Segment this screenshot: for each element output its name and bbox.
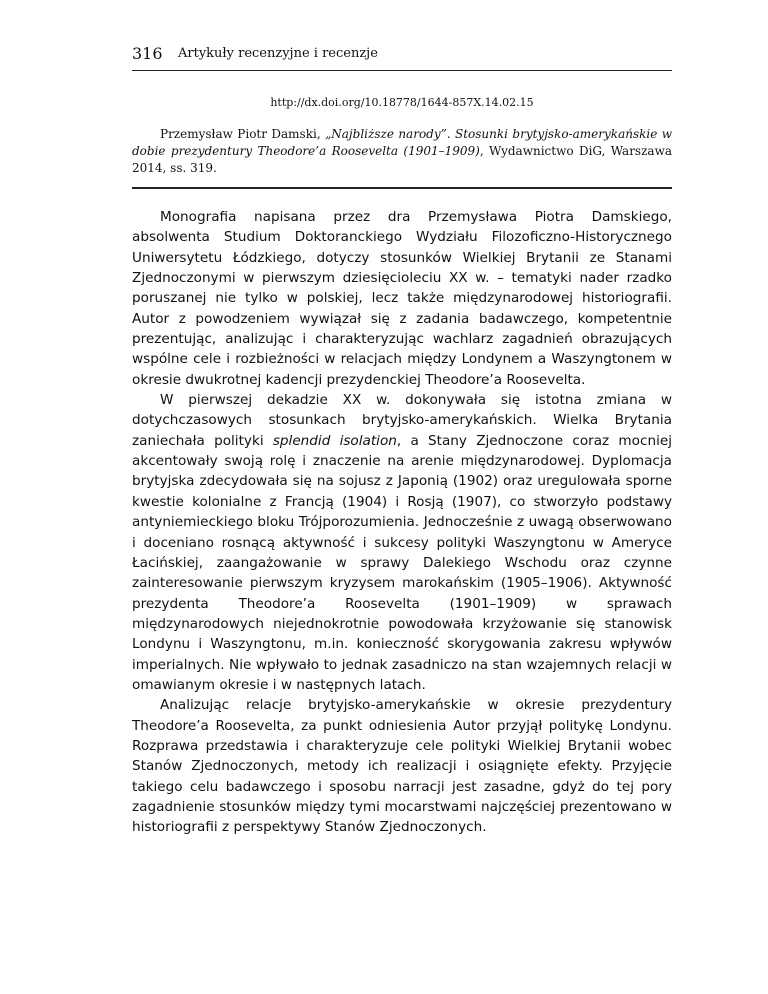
review-body bbox=[132, 207, 672, 838]
citation-author: Przemysław Piotr Damski, bbox=[160, 127, 326, 141]
paragraph-2-part-1: W pierwszej dekadzie XX w. dokonywała się istotna zmiana w dotychczasowych stosunkach brytyjsko-amerykańskich. Wielka Brytania zaniechała polityki bbox=[132, 392, 672, 449]
paragraph-2-italic: splendid isolation bbox=[272, 432, 397, 449]
running-title: Artykuły recenzyjne i recenzje bbox=[178, 46, 378, 61]
book-citation bbox=[132, 126, 672, 177]
paragraph-2 bbox=[132, 390, 672, 695]
page-number: 316 bbox=[132, 44, 163, 63]
paragraph-2-part-2: , a Stany Zjednoczone coraz mocniej akcentowały swoją rolę i znaczenie na arenie międzynarodowej. Dyplomacja brytyjska zdecydowała się na sojusz z Japonią (1902) oraz uregulowała sporne kwestie kolonialne z Francją (1904) i Rosją (1907), co stworzyło podstawy antyniemieckiego bloku Trójporozumienia. Jednocześnie z uwagą obserwowano i doceniano rosnącą aktywność i sukcesy polityki Waszyngtonu w Ameryce Łacińskiej, zaangażowanie w sprawy Dalekiego Wschodu oraz czynne zainteresowanie pierwszym kryzysem marokańskim (1905–1906). Aktywność prezydenta Theodore’a Roosevelta (1901–1909) w sprawach międzynarodowych niejednokrotnie powodowała krzyżowanie się stanowisk Londynu i Waszyngtonu, m.in. konieczność skorygowania zakresu wpływów imperialnych. Nie wpływało to jednak zasadniczo na stan wzajemnych relacji w omawianym okresie i w następnych latach. bbox=[132, 432, 672, 693]
section-divider bbox=[132, 187, 672, 189]
citation-publisher: , Wydawnictwo DiG, Warszawa 2014, ss. 319. bbox=[132, 144, 672, 175]
page-header bbox=[132, 44, 672, 74]
paragraph-3: Analizując relacje brytyjsko-amerykańskie w okresie prezydentury Theodore’a Roosevelta, za punkt odniesienia Autor przyjął politykę Londynu. Rozprawa przedstawia i charakteryzuje cele polityki Wielkiej Brytanii wobec Stanów Zjednoczonych, metody ich realizacji i osiągnięte efekty. Przyjęcie takiego celu badawczego i sposobu narracji jest zasadne, gdyż do tej pory zagadnienie stosunków między tymi mocarstwami najczęściej prezentowano w historiografii z perspektywy Stanów Zjednoczonych. bbox=[132, 697, 672, 836]
doi-link[interactable]: http://dx.doi.org/10.18778/1644-857X.14.02.15 bbox=[270, 96, 534, 109]
header-rule bbox=[132, 70, 672, 71]
citation-title: „Najbliższe narody”. Stosunki brytyjsko-amerykańskie w dobie prezydentury Theodore’a Roosevelta (1901–1909) bbox=[132, 127, 673, 158]
paragraph-1: Monografia napisana przez dra Przemysława Piotra Damskiego, absolwenta Studium Doktoranckiego Wydziału Filozoficzno-Historycznego Uniwersytetu Łódzkiego, dotyczy stosunków Wielkiej Brytanii ze Stanami Zjednoczonymi w pierwszym dziesięcioleciu XX w. – tematyki nader rzadko poruszanej nie tylko w polskiej, lecz także międzynarodowej historiografii. Autor z powodzeniem wywiązał się z zadania badawczego, kompetentnie prezentując, analizując i charakteryzując wachlarz zagadnień obrazujących wspólne cele i rozbieżności w relacjach między Londynem a Waszyngtonem w okresie dwukrotnej kadencji prezydenckiej Theodore’a Roosevelta. bbox=[132, 209, 672, 388]
